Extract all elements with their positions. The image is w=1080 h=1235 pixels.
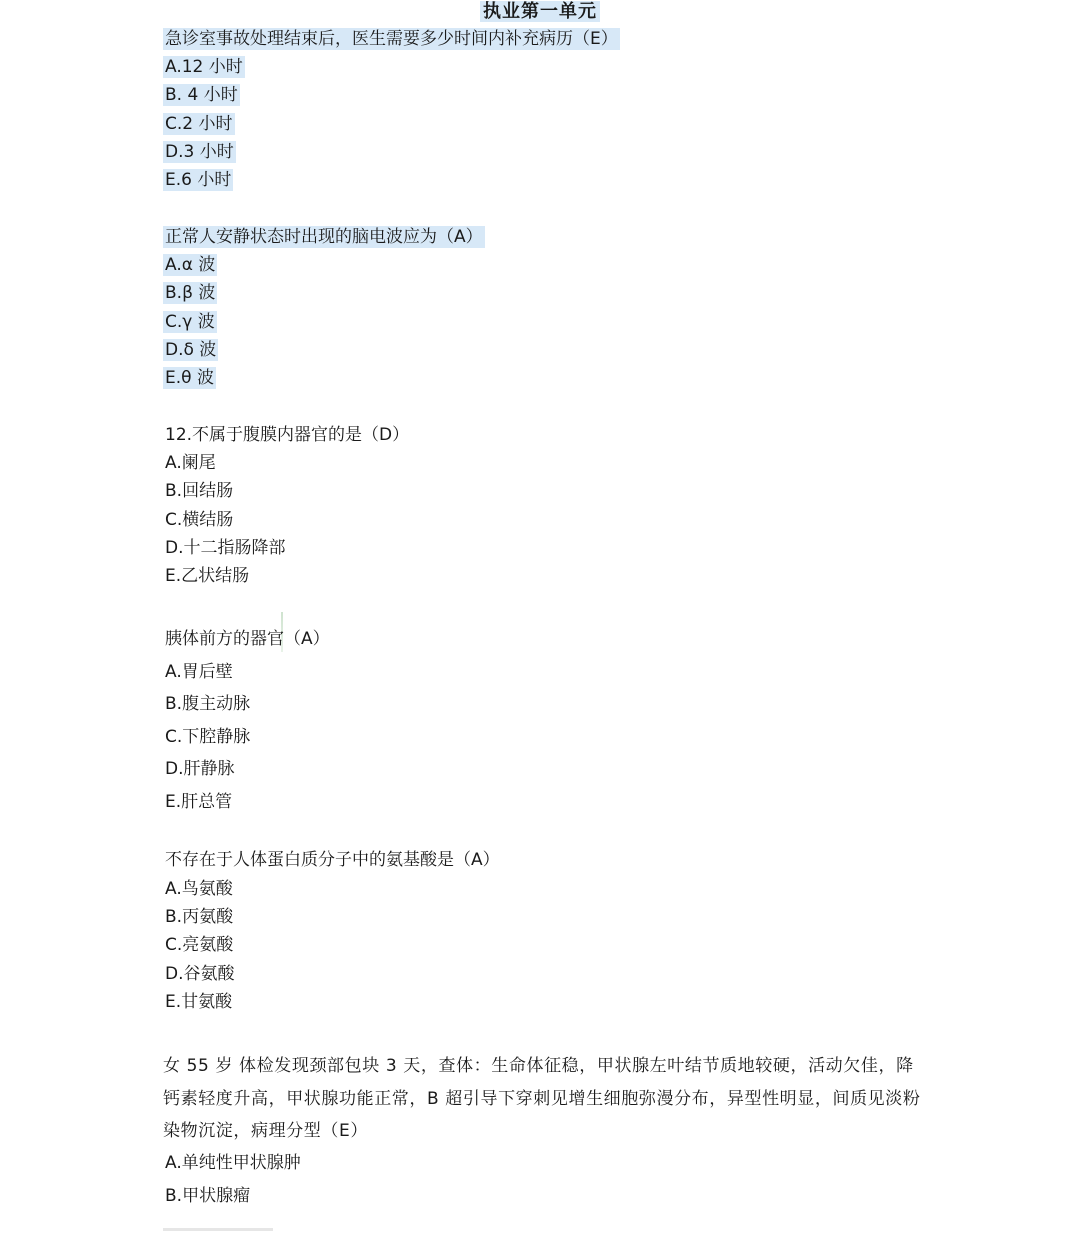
cut-off-text-line	[163, 1228, 273, 1231]
question-6-stem: 女 55 岁 体检发现颈部包块 3 天，查体：生命体征稳，甲状腺左叶结节质地较硬，活动欠佳，降钙素轻度升高，甲状腺功能正常，B 超引导下穿刺见增生细胞弥漫分布，异型性明显，间质见淡粉染物沉淀，病理分型（E）	[163, 1056, 921, 1141]
question-5-option-a: A.鸟氨酸	[165, 879, 233, 899]
question-5-option-e: E.甘氨酸	[165, 992, 233, 1012]
question-4-option-c: C.下腔静脉	[165, 727, 251, 747]
question-6-option-a: A.单纯性甲状腺肿	[165, 1153, 301, 1173]
question-2-option-d: D.δ 波	[165, 340, 217, 360]
question-3-option-e: E.乙状结肠	[165, 566, 250, 586]
question-4-stem: 胰体前方的器官（A）	[165, 629, 330, 649]
question-1-option-b: B. 4 小时	[165, 85, 238, 105]
question-1-option-c: C.2 小时	[165, 114, 233, 134]
question-3-option-a: A.阑尾	[165, 453, 216, 473]
question-5-option-b: B.丙氨酸	[165, 907, 234, 927]
question-1-option-a: A.12 小时	[165, 57, 243, 77]
question-5-stem: 不存在于人体蛋白质分子中的氨基酸是（A）	[165, 850, 500, 870]
question-1-option-e: E.6 小时	[165, 170, 232, 190]
page-title: 执业第一单元	[0, 0, 1080, 24]
question-5-option-c: C.亮氨酸	[165, 935, 234, 955]
question-3-option-c: C.横结肠	[165, 510, 234, 530]
question-1-option-d: D.3 小时	[165, 142, 234, 162]
question-2-option-c: C.γ 波	[165, 312, 215, 332]
question-4-option-b: B.腹主动脉	[165, 694, 251, 714]
question-2-stem: 正常人安静状态时出现的脑电波应为（A）	[165, 227, 483, 247]
question-5-option-d: D.谷氨酸	[165, 964, 235, 984]
question-6-option-b: B.甲状腺瘤	[165, 1186, 251, 1206]
question-4-option-a: A.胃后壁	[165, 662, 233, 682]
question-3-option-b: B.回结肠	[165, 481, 234, 501]
question-3-option-d: D.十二指肠降部	[165, 538, 286, 558]
question-2-option-a: A.α 波	[165, 255, 216, 275]
question-1-stem: 急诊室事故处理结束后，医生需要多少时间内补充病历（E）	[165, 29, 618, 49]
question-4-option-d: D.肝静脉	[165, 759, 235, 779]
question-3-stem: 12.不属于腹膜内器官的是（D）	[165, 425, 410, 445]
question-2-option-e: E.θ 波	[165, 368, 214, 388]
question-4-option-e: E.肝总管	[165, 792, 233, 812]
question-2-option-b: B.β 波	[165, 283, 216, 303]
